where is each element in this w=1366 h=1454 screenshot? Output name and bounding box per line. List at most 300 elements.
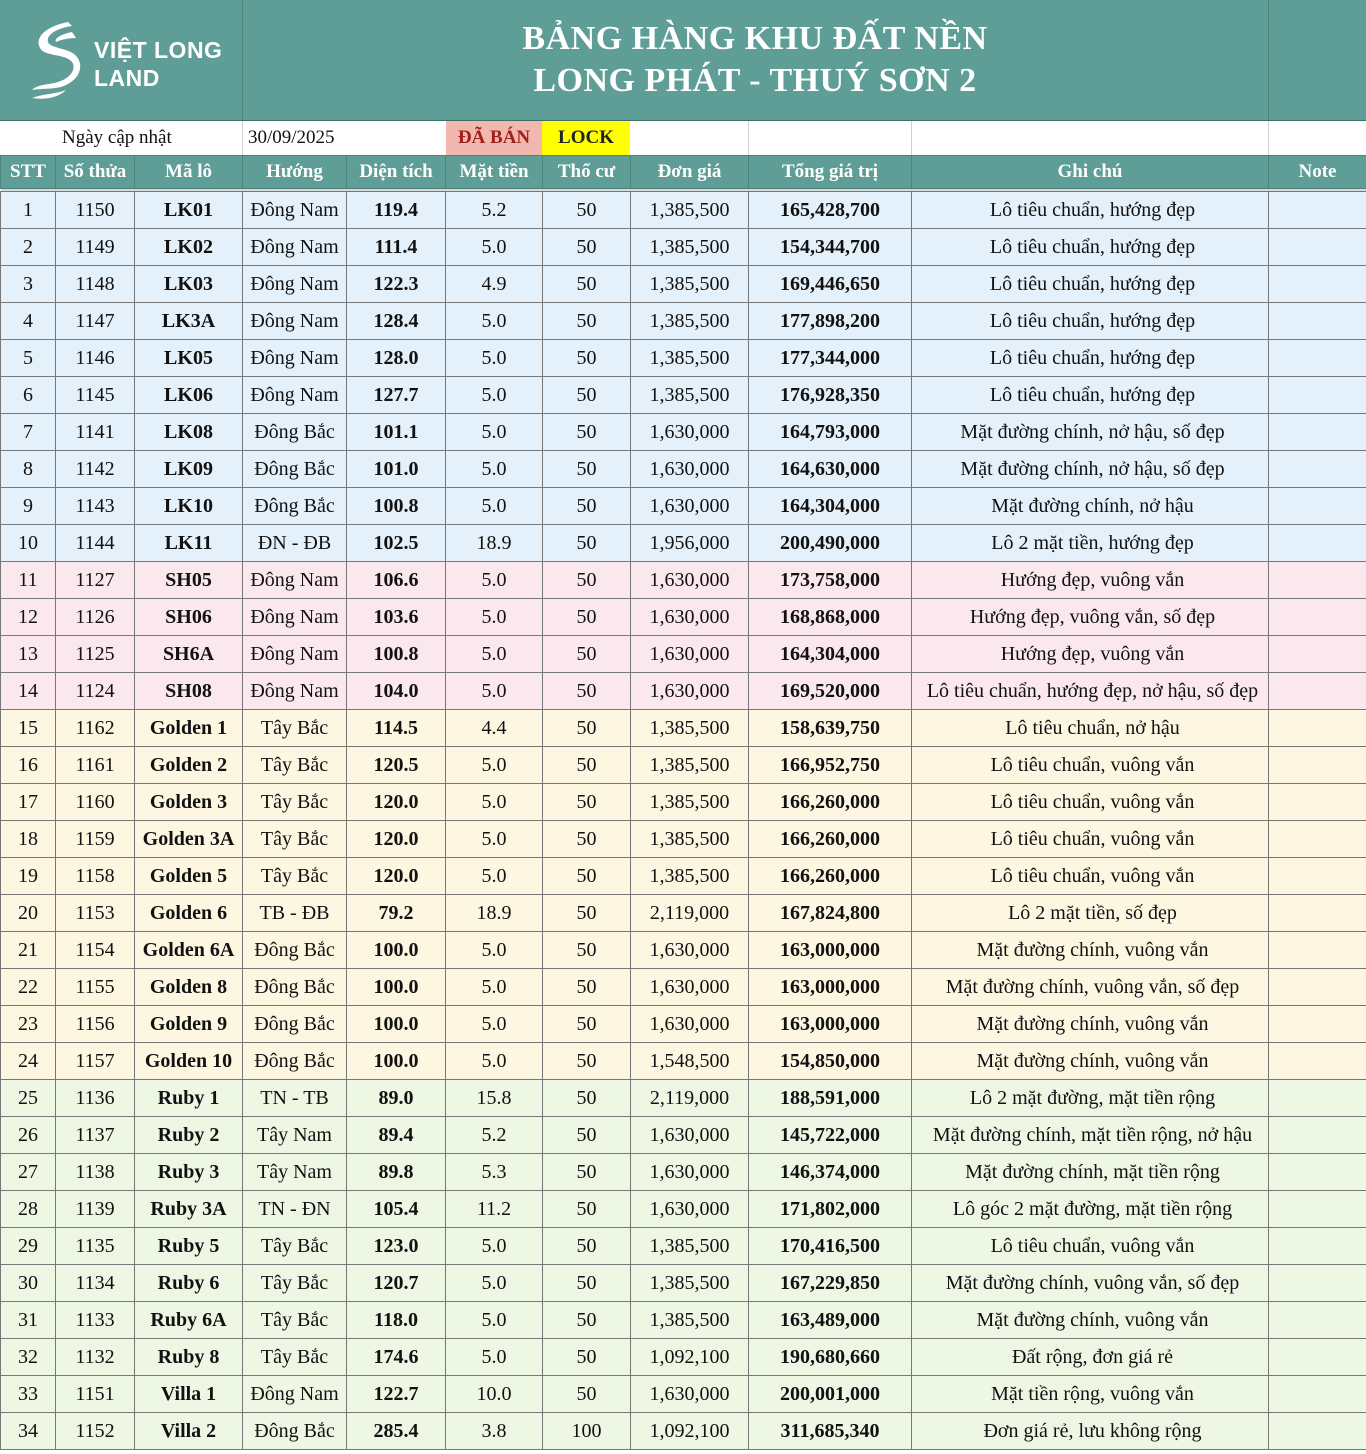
ghi-chu-cell: Mặt đường chính, mặt tiền rộng, nở hậu — [912, 1117, 1269, 1154]
ghi-chu-cell: Đơn giá rẻ, lưu không rộng — [912, 1413, 1269, 1450]
ma-lo-cell: Ruby 5 — [135, 1228, 243, 1265]
table-row — [1, 710, 1366, 747]
stt-cell: 1 — [1, 192, 56, 229]
ghi-chu-cell: Lô 2 mặt tiền, hướng đẹp — [912, 525, 1269, 562]
table-row — [1, 858, 1366, 895]
mat-tien-cell: 15.8 — [446, 1080, 543, 1117]
so-thua-cell: 1143 — [56, 488, 135, 525]
so-thua-cell: 1127 — [56, 562, 135, 599]
tong-gia-tri-cell: 177,898,200 — [749, 303, 912, 340]
stt-cell: 25 — [1, 1080, 56, 1117]
note-cell — [1269, 266, 1366, 303]
mat-tien-cell: 5.0 — [446, 414, 543, 451]
ghi-chu-cell: Lô tiêu chuẩn, hướng đẹp — [912, 192, 1269, 229]
huong-cell: Đông Bắc — [243, 1413, 347, 1450]
ghi-chu-cell: Lô tiêu chuẩn, hướng đẹp — [912, 377, 1269, 414]
tong-gia-tri-cell: 163,000,000 — [749, 1006, 912, 1043]
page-title — [242, 18, 1268, 102]
mat-tien-cell: 4.4 — [446, 710, 543, 747]
tong-gia-tri-cell: 163,000,000 — [749, 932, 912, 969]
ma-lo-cell: Golden 6A — [135, 932, 243, 969]
ma-lo-cell: LK3A — [135, 303, 243, 340]
mat-tien-cell: 5.0 — [446, 636, 543, 673]
ghi-chu-cell: Mặt đường chính, nở hậu, số đẹp — [912, 414, 1269, 451]
so-thua-cell: 1158 — [56, 858, 135, 895]
huong-cell: Tây Bắc — [243, 1302, 347, 1339]
huong-cell: Đông Nam — [243, 229, 347, 266]
don-gia-cell: 2,119,000 — [631, 895, 749, 932]
tho-cu-cell: 100 — [543, 1413, 631, 1450]
so-thua-cell: 1132 — [56, 1339, 135, 1376]
tong-gia-tri-cell: 188,591,000 — [749, 1080, 912, 1117]
tong-gia-tri-cell: 163,000,000 — [749, 969, 912, 1006]
huong-cell: Tây Bắc — [243, 1265, 347, 1302]
huong-cell: Đông Nam — [243, 340, 347, 377]
dien-tich-cell: 104.0 — [347, 673, 446, 710]
table-row — [1, 192, 1366, 229]
tho-cu-cell: 50 — [543, 377, 631, 414]
brand-line2: LAND — [94, 65, 160, 91]
dien-tich-cell: 122.3 — [347, 266, 446, 303]
info-divider — [1268, 121, 1269, 155]
so-thua-cell: 1162 — [56, 710, 135, 747]
table-row — [1, 747, 1366, 784]
so-thua-cell: 1149 — [56, 229, 135, 266]
table-row — [1, 969, 1366, 1006]
ma-lo-cell: LK09 — [135, 451, 243, 488]
tho-cu-cell: 50 — [543, 821, 631, 858]
don-gia-cell: 1,385,500 — [631, 1228, 749, 1265]
tong-gia-tri-cell: 168,868,000 — [749, 599, 912, 636]
don-gia-cell: 1,385,500 — [631, 192, 749, 229]
huong-cell: Đông Nam — [243, 562, 347, 599]
tho-cu-cell: 50 — [543, 1228, 631, 1265]
so-thua-cell: 1161 — [56, 747, 135, 784]
table-row — [1, 488, 1366, 525]
stt-cell: 12 — [1, 599, 56, 636]
ma-lo-cell: Golden 3A — [135, 821, 243, 858]
dien-tich-cell: 128.4 — [347, 303, 446, 340]
table-row — [1, 1006, 1366, 1043]
tong-gia-tri-cell: 158,639,750 — [749, 710, 912, 747]
mat-tien-cell: 5.0 — [446, 451, 543, 488]
ma-lo-cell: Ruby 2 — [135, 1117, 243, 1154]
tong-gia-tri-cell: 166,260,000 — [749, 858, 912, 895]
dragon-logo-icon — [28, 18, 88, 102]
don-gia-cell: 1,630,000 — [631, 1006, 749, 1043]
table-row — [1, 895, 1366, 932]
note-cell — [1269, 1228, 1366, 1265]
dien-tich-cell: 105.4 — [347, 1191, 446, 1228]
don-gia-cell: 1,630,000 — [631, 1191, 749, 1228]
ma-lo-cell: Golden 10 — [135, 1043, 243, 1080]
ghi-chu-cell: Lô tiêu chuẩn, nở hậu — [912, 710, 1269, 747]
ghi-chu-cell: Mặt đường chính, vuông vắn — [912, 1302, 1269, 1339]
tong-gia-tri-cell: 170,416,500 — [749, 1228, 912, 1265]
so-thua-cell: 1152 — [56, 1413, 135, 1450]
huong-cell: Tây Bắc — [243, 1228, 347, 1265]
note-cell — [1269, 1080, 1366, 1117]
ma-lo-cell: LK11 — [135, 525, 243, 562]
mat-tien-cell: 4.9 — [446, 266, 543, 303]
dien-tich-cell: 111.4 — [347, 229, 446, 266]
mat-tien-cell: 5.2 — [446, 192, 543, 229]
note-cell — [1269, 784, 1366, 821]
so-thua-cell: 1142 — [56, 451, 135, 488]
table-row — [1, 932, 1366, 969]
ghi-chu-cell: Hướng đẹp, vuông vắn — [912, 562, 1269, 599]
tho-cu-cell: 50 — [543, 192, 631, 229]
stt-cell: 22 — [1, 969, 56, 1006]
ma-lo-cell: LK01 — [135, 192, 243, 229]
table-body — [1, 189, 1366, 1450]
so-thua-cell: 1151 — [56, 1376, 135, 1413]
table-row — [1, 1265, 1366, 1302]
table-row — [1, 1043, 1366, 1080]
note-header: Note — [1269, 156, 1366, 189]
tho-cu-cell: 50 — [543, 414, 631, 451]
ma-lo-cell: Golden 3 — [135, 784, 243, 821]
tho-cu-cell: 50 — [543, 932, 631, 969]
don-gia-cell: 1,385,500 — [631, 340, 749, 377]
ma-lo-cell: LK03 — [135, 266, 243, 303]
ghi-chu-cell: Lô tiêu chuẩn, vuông vắn — [912, 784, 1269, 821]
tho-cu-cell: 50 — [543, 1154, 631, 1191]
ghi-chu-cell: Lô tiêu chuẩn, hướng đẹp — [912, 340, 1269, 377]
ma-lo-cell: Ruby 1 — [135, 1080, 243, 1117]
stt-cell: 19 — [1, 858, 56, 895]
so-thua-cell: 1153 — [56, 895, 135, 932]
ghi-chu-cell: Mặt tiền rộng, vuông vắn — [912, 1376, 1269, 1413]
ma-lo-cell: Ruby 3 — [135, 1154, 243, 1191]
so-thua-cell: 1148 — [56, 266, 135, 303]
stt-cell: 14 — [1, 673, 56, 710]
tong-gia-tri-cell: 164,304,000 — [749, 636, 912, 673]
don-gia-cell: 1,630,000 — [631, 932, 749, 969]
dien-tich-cell: 285.4 — [347, 1413, 446, 1450]
ghi-chu-cell: Đất rộng, đơn giá rẻ — [912, 1339, 1269, 1376]
don-gia-cell: 1,630,000 — [631, 451, 749, 488]
mat-tien-cell: 3.8 — [446, 1413, 543, 1450]
stt-cell: 23 — [1, 1006, 56, 1043]
don-gia-cell: 1,385,500 — [631, 747, 749, 784]
tho-cu-header: Thổ cư — [543, 156, 631, 189]
mat-tien-header: Mặt tiền — [446, 156, 543, 189]
tong-gia-tri-cell: 200,490,000 — [749, 525, 912, 562]
dien-tich-cell: 100.8 — [347, 636, 446, 673]
table-row — [1, 1154, 1366, 1191]
ma-lo-cell: LK05 — [135, 340, 243, 377]
ghi-chu-cell: Lô tiêu chuẩn, vuông vắn — [912, 858, 1269, 895]
so-thua-cell: 1133 — [56, 1302, 135, 1339]
dien-tich-cell: 127.7 — [347, 377, 446, 414]
don-gia-cell: 1,385,500 — [631, 710, 749, 747]
stt-cell: 11 — [1, 562, 56, 599]
tong-gia-tri-cell: 154,344,700 — [749, 229, 912, 266]
so-thua-header: Số thửa — [56, 156, 135, 189]
tho-cu-cell: 50 — [543, 266, 631, 303]
don-gia-cell: 1,385,500 — [631, 1265, 749, 1302]
don-gia-cell: 1,630,000 — [631, 673, 749, 710]
ma-lo-cell: Golden 2 — [135, 747, 243, 784]
ma-lo-cell: Golden 6 — [135, 895, 243, 932]
tong-gia-tri-cell: 145,722,000 — [749, 1117, 912, 1154]
so-thua-cell: 1145 — [56, 377, 135, 414]
note-cell — [1269, 932, 1366, 969]
huong-cell: Đông Bắc — [243, 488, 347, 525]
huong-cell: Đông Nam — [243, 673, 347, 710]
tho-cu-cell: 50 — [543, 1080, 631, 1117]
note-cell — [1269, 1191, 1366, 1228]
tong-gia-tri-cell: 166,260,000 — [749, 784, 912, 821]
tho-cu-cell: 50 — [543, 710, 631, 747]
ma-lo-header: Mã lô — [135, 156, 243, 189]
don-gia-cell: 1,385,500 — [631, 266, 749, 303]
huong-cell: Đông Bắc — [243, 969, 347, 1006]
huong-cell: Đông Nam — [243, 599, 347, 636]
dien-tich-cell: 100.0 — [347, 1043, 446, 1080]
ma-lo-cell: SH6A — [135, 636, 243, 673]
huong-cell: Đông Bắc — [243, 932, 347, 969]
note-cell — [1269, 636, 1366, 673]
ghi-chu-cell: Lô 2 mặt tiền, số đẹp — [912, 895, 1269, 932]
mat-tien-cell: 5.0 — [446, 1265, 543, 1302]
ma-lo-cell: Ruby 8 — [135, 1339, 243, 1376]
tho-cu-cell: 50 — [543, 1265, 631, 1302]
ma-lo-cell: LK06 — [135, 377, 243, 414]
table-row — [1, 784, 1366, 821]
dien-tich-cell: 120.0 — [347, 858, 446, 895]
table-row — [1, 1413, 1366, 1450]
table-row — [1, 414, 1366, 451]
table-row — [1, 1191, 1366, 1228]
stt-header: STT — [1, 156, 56, 189]
dien-tich-cell: 101.1 — [347, 414, 446, 451]
tong-gia-tri-cell: 176,928,350 — [749, 377, 912, 414]
stt-cell: 20 — [1, 895, 56, 932]
tho-cu-cell: 50 — [543, 1191, 631, 1228]
mat-tien-cell: 5.0 — [446, 377, 543, 414]
tho-cu-cell: 50 — [543, 673, 631, 710]
tong-gia-tri-cell: 190,680,660 — [749, 1339, 912, 1376]
table-header-row — [1, 156, 1366, 189]
so-thua-cell: 1137 — [56, 1117, 135, 1154]
stt-cell: 2 — [1, 229, 56, 266]
tong-gia-tri-header: Tổng giá trị — [749, 156, 912, 189]
title-line2: LONG PHÁT - THUÝ SƠN 2 — [533, 62, 977, 99]
mat-tien-cell: 5.0 — [446, 1043, 543, 1080]
tong-gia-tri-cell: 171,802,000 — [749, 1191, 912, 1228]
don-gia-cell: 1,385,500 — [631, 821, 749, 858]
ma-lo-cell: SH05 — [135, 562, 243, 599]
mat-tien-cell: 5.0 — [446, 932, 543, 969]
tong-gia-tri-cell: 200,001,000 — [749, 1376, 912, 1413]
table-row — [1, 1339, 1366, 1376]
ma-lo-cell: LK08 — [135, 414, 243, 451]
huong-cell: Tây Nam — [243, 1154, 347, 1191]
dien-tich-cell: 118.0 — [347, 1302, 446, 1339]
tong-gia-tri-cell: 166,952,750 — [749, 747, 912, 784]
stt-cell: 33 — [1, 1376, 56, 1413]
dien-tich-cell: 120.0 — [347, 784, 446, 821]
tong-gia-tri-cell: 146,374,000 — [749, 1154, 912, 1191]
dien-tich-header: Diện tích — [347, 156, 446, 189]
stt-cell: 24 — [1, 1043, 56, 1080]
don-gia-cell: 1,385,500 — [631, 229, 749, 266]
dien-tich-cell: 89.0 — [347, 1080, 446, 1117]
tong-gia-tri-cell: 173,758,000 — [749, 562, 912, 599]
note-cell — [1269, 340, 1366, 377]
brand-line1: VIỆT LONG — [94, 37, 223, 63]
mat-tien-cell: 5.0 — [446, 562, 543, 599]
note-cell — [1269, 451, 1366, 488]
ghi-chu-cell: Lô tiêu chuẩn, hướng đẹp, nở hậu, số đẹp — [912, 673, 1269, 710]
tong-gia-tri-cell: 169,520,000 — [749, 673, 912, 710]
huong-cell: Đông Bắc — [243, 451, 347, 488]
huong-cell: TN - TB — [243, 1080, 347, 1117]
tong-gia-tri-cell: 167,229,850 — [749, 1265, 912, 1302]
don-gia-cell: 1,630,000 — [631, 562, 749, 599]
mat-tien-cell: 5.0 — [446, 229, 543, 266]
mat-tien-cell: 5.0 — [446, 340, 543, 377]
huong-cell: Đông Nam — [243, 266, 347, 303]
tho-cu-cell: 50 — [543, 340, 631, 377]
don-gia-cell: 1,630,000 — [631, 1117, 749, 1154]
mat-tien-cell: 5.3 — [446, 1154, 543, 1191]
banner-divider — [1268, 0, 1269, 120]
mat-tien-cell: 18.9 — [446, 525, 543, 562]
dien-tich-cell: 103.6 — [347, 599, 446, 636]
info-bar — [0, 121, 1366, 156]
so-thua-cell: 1138 — [56, 1154, 135, 1191]
table-row — [1, 1376, 1366, 1413]
don-gia-cell: 1,385,500 — [631, 1302, 749, 1339]
ma-lo-cell: SH08 — [135, 673, 243, 710]
ghi-chu-cell: Lô 2 mặt đường, mặt tiền rộng — [912, 1080, 1269, 1117]
so-thua-cell: 1136 — [56, 1080, 135, 1117]
huong-cell: Đông Bắc — [243, 1043, 347, 1080]
don-gia-cell: 1,630,000 — [631, 414, 749, 451]
tong-gia-tri-cell: 165,428,700 — [749, 192, 912, 229]
dien-tich-cell: 79.2 — [347, 895, 446, 932]
stt-cell: 8 — [1, 451, 56, 488]
table-row — [1, 673, 1366, 710]
tho-cu-cell: 50 — [543, 784, 631, 821]
tho-cu-cell: 50 — [543, 562, 631, 599]
stt-cell: 10 — [1, 525, 56, 562]
title-line1: BẢNG HÀNG KHU ĐẤT NỀN — [522, 20, 988, 57]
table-row — [1, 266, 1366, 303]
dien-tich-cell: 114.5 — [347, 710, 446, 747]
don-gia-cell: 1,092,100 — [631, 1413, 749, 1450]
tho-cu-cell: 50 — [543, 1376, 631, 1413]
info-divider — [242, 121, 243, 155]
note-cell — [1269, 562, 1366, 599]
ma-lo-cell: Golden 8 — [135, 969, 243, 1006]
brand-logo — [28, 18, 248, 102]
tho-cu-cell: 50 — [543, 599, 631, 636]
mat-tien-cell: 5.2 — [446, 1117, 543, 1154]
note-cell — [1269, 858, 1366, 895]
don-gia-cell: 1,630,000 — [631, 1154, 749, 1191]
ghi-chu-cell: Mặt đường chính, vuông vắn, số đẹp — [912, 1265, 1269, 1302]
note-cell — [1269, 1006, 1366, 1043]
don-gia-header: Đơn giá — [631, 156, 749, 189]
stt-cell: 26 — [1, 1117, 56, 1154]
mat-tien-cell: 18.9 — [446, 895, 543, 932]
so-thua-cell: 1155 — [56, 969, 135, 1006]
table-row — [1, 451, 1366, 488]
mat-tien-cell: 5.0 — [446, 1339, 543, 1376]
dien-tich-cell: 120.5 — [347, 747, 446, 784]
tho-cu-cell: 50 — [543, 969, 631, 1006]
so-thua-cell: 1160 — [56, 784, 135, 821]
dien-tich-cell: 122.7 — [347, 1376, 446, 1413]
note-cell — [1269, 1376, 1366, 1413]
table-row — [1, 599, 1366, 636]
ghi-chu-cell: Mặt đường chính, nở hậu, số đẹp — [912, 451, 1269, 488]
dien-tich-cell: 174.6 — [347, 1339, 446, 1376]
note-cell — [1269, 192, 1366, 229]
ghi-chu-cell: Mặt đường chính, vuông vắn — [912, 1006, 1269, 1043]
table-row — [1, 821, 1366, 858]
tong-gia-tri-cell: 164,630,000 — [749, 451, 912, 488]
mat-tien-cell: 11.2 — [446, 1191, 543, 1228]
dien-tich-cell: 123.0 — [347, 1228, 446, 1265]
note-cell — [1269, 710, 1366, 747]
dien-tich-cell: 128.0 — [347, 340, 446, 377]
tong-gia-tri-cell: 163,489,000 — [749, 1302, 912, 1339]
note-cell — [1269, 414, 1366, 451]
mat-tien-cell: 5.0 — [446, 784, 543, 821]
so-thua-cell: 1126 — [56, 599, 135, 636]
ghi-chu-cell: Lô góc 2 mặt đường, mặt tiền rộng — [912, 1191, 1269, 1228]
info-divider — [748, 121, 749, 155]
table-row — [1, 562, 1366, 599]
ghi-chu-cell: Lô tiêu chuẩn, hướng đẹp — [912, 303, 1269, 340]
note-cell — [1269, 1302, 1366, 1339]
stt-cell: 31 — [1, 1302, 56, 1339]
so-thua-cell: 1154 — [56, 932, 135, 969]
huong-header: Hướng — [243, 156, 347, 189]
note-cell — [1269, 969, 1366, 1006]
dien-tich-cell: 100.0 — [347, 969, 446, 1006]
dien-tich-cell: 106.6 — [347, 562, 446, 599]
table-row — [1, 636, 1366, 673]
stt-cell: 5 — [1, 340, 56, 377]
stt-cell: 30 — [1, 1265, 56, 1302]
tong-gia-tri-cell: 166,260,000 — [749, 821, 912, 858]
ghi-chu-cell: Mặt đường chính, nở hậu — [912, 488, 1269, 525]
huong-cell: ĐN - ĐB — [243, 525, 347, 562]
stt-cell: 18 — [1, 821, 56, 858]
table-row — [1, 1228, 1366, 1265]
don-gia-cell: 1,092,100 — [631, 1339, 749, 1376]
tho-cu-cell: 50 — [543, 229, 631, 266]
tong-gia-tri-cell: 164,793,000 — [749, 414, 912, 451]
ghi-chu-cell: Lô tiêu chuẩn, vuông vắn — [912, 821, 1269, 858]
huong-cell: Đông Bắc — [243, 414, 347, 451]
so-thua-cell: 1146 — [56, 340, 135, 377]
tho-cu-cell: 50 — [543, 488, 631, 525]
stt-cell: 9 — [1, 488, 56, 525]
don-gia-cell: 1,630,000 — [631, 969, 749, 1006]
tho-cu-cell: 50 — [543, 895, 631, 932]
dien-tich-cell: 100.8 — [347, 488, 446, 525]
note-cell — [1269, 1413, 1366, 1450]
update-label: Ngày cập nhật — [62, 127, 172, 148]
stt-cell: 29 — [1, 1228, 56, 1265]
